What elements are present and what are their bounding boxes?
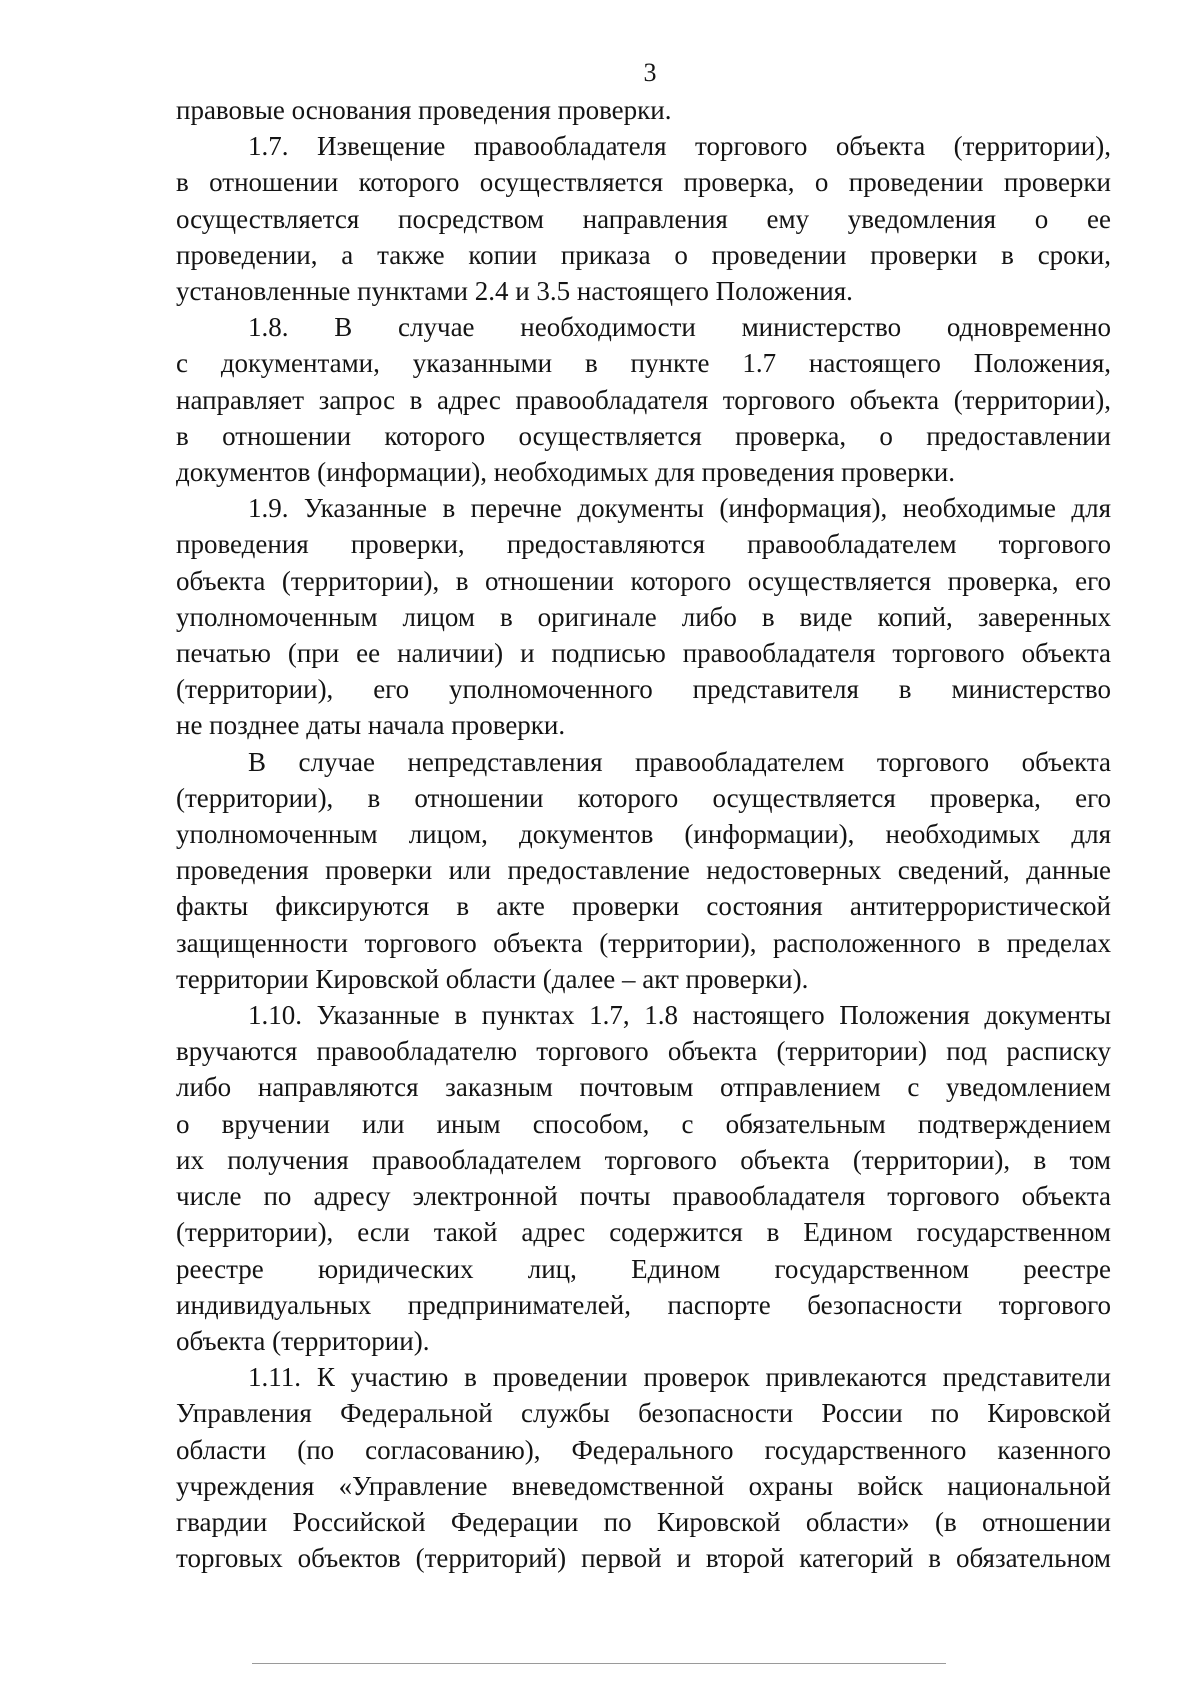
text-line: в отношении которого осуществляется проверка, о проведении проверки <box>176 167 1111 198</box>
text-line: (территории), если такой адрес содержится в Едином государственном <box>176 1217 1111 1248</box>
text-line: защищенности торгового объекта (территории), расположенного в пределах <box>176 927 1111 958</box>
text-line: числе по адресу электронной почты правообладателя торгового объекта <box>176 1181 1111 1212</box>
text-line: правовые основания проведения проверки. <box>176 95 672 125</box>
text-line: осуществляется посредством направления ему уведомления о ее <box>176 203 1111 234</box>
text-line: 1.8. В случае необходимости министерство одновременно <box>248 312 1111 343</box>
text-line: торговых объектов (территорий) первой и второй категорий в обязательном <box>176 1543 1111 1574</box>
text-line: индивидуальных предпринимателей, паспорте безопасности торгового <box>176 1289 1111 1320</box>
text-line: Управления Федеральной службы безопасности России по Кировской <box>176 1398 1111 1429</box>
text-line: либо направляются заказным почтовым отправлением с уведомлением <box>176 1072 1111 1103</box>
text-line: объекта (территории). <box>176 1325 430 1356</box>
page-number: 3 <box>643 58 657 87</box>
text-line: документов (информации), необходимых для проведения проверки. <box>176 457 955 488</box>
text-line: в отношении которого осуществляется проверка, о предоставлении <box>176 420 1111 451</box>
text-line: направляет запрос в адрес правообладателя торгового объекта (территории), <box>176 384 1111 415</box>
text-line: уполномоченным лицом, документов (информации), необходимых для <box>176 819 1111 850</box>
text-line: не позднее даты начала проверки. <box>176 710 566 741</box>
text-line: проведения проверки или предоставление недостоверных сведений, данные <box>176 855 1111 886</box>
document-body <box>176 92 1111 1576</box>
text-line: уполномоченным лицом в оригинале либо в виде копий, заверенных <box>176 601 1111 632</box>
bottom-divider <box>252 1663 946 1664</box>
text-line: с документами, указанными в пункте 1.7 настоящего Положения, <box>176 348 1111 379</box>
text-line: территории Кировской области (далее – акт проверки). <box>176 963 809 994</box>
text-line: 1.11. К участию в проведении проверок привлекаются представители <box>248 1362 1111 1393</box>
text-line: вручаются правообладателю торгового объекта (территории) под расписку <box>176 1036 1111 1067</box>
text-line: области (по согласованию), Федерального государственного казенного <box>176 1434 1111 1465</box>
text-line: печатью (при ее наличии) и подписью правообладателя торгового объекта <box>176 638 1111 669</box>
text-line: 1.7. Извещение правообладателя торгового объекта (территории), <box>248 131 1111 162</box>
text-line: объекта (территории), в отношении которого осуществляется проверка, его <box>176 565 1111 596</box>
text-line: проведении, а также копии приказа о проведении проверки в сроки, <box>176 239 1111 270</box>
text-line: о вручении или иным способом, с обязательным подтверждением <box>176 1108 1111 1139</box>
text-line: (территории), в отношении которого осуществляется проверка, его <box>176 782 1111 813</box>
text-line: 1.10. Указанные в пунктах 1.7, 1.8 настоящего Положения документы <box>248 1000 1111 1031</box>
text-line: установленные пунктами 2.4 и 3.5 настоящего Положения. <box>176 276 853 307</box>
text-line: их получения правообладателем торгового объекта (территории), в том <box>176 1144 1111 1175</box>
text-line: проведения проверки, предоставляются правообладателем торгового <box>176 529 1111 560</box>
text-line: учреждения «Управление вневедомственной охраны войск национальной <box>176 1470 1111 1501</box>
text-line: факты фиксируются в акте проверки состояния антитеррористической <box>176 891 1111 922</box>
text-line: В случае непредставления правообладателем торгового объекта <box>248 746 1111 777</box>
text-line: гвардии Российской Федерации по Кировской области» (в отношении <box>176 1506 1111 1537</box>
text-line: реестре юридических лиц, Едином государственном реестре <box>176 1253 1111 1284</box>
text-line: 1.9. Указанные в перечне документы (информация), необходимые для <box>248 493 1111 524</box>
text-line: (территории), его уполномоченного представителя в министерство <box>176 674 1111 705</box>
